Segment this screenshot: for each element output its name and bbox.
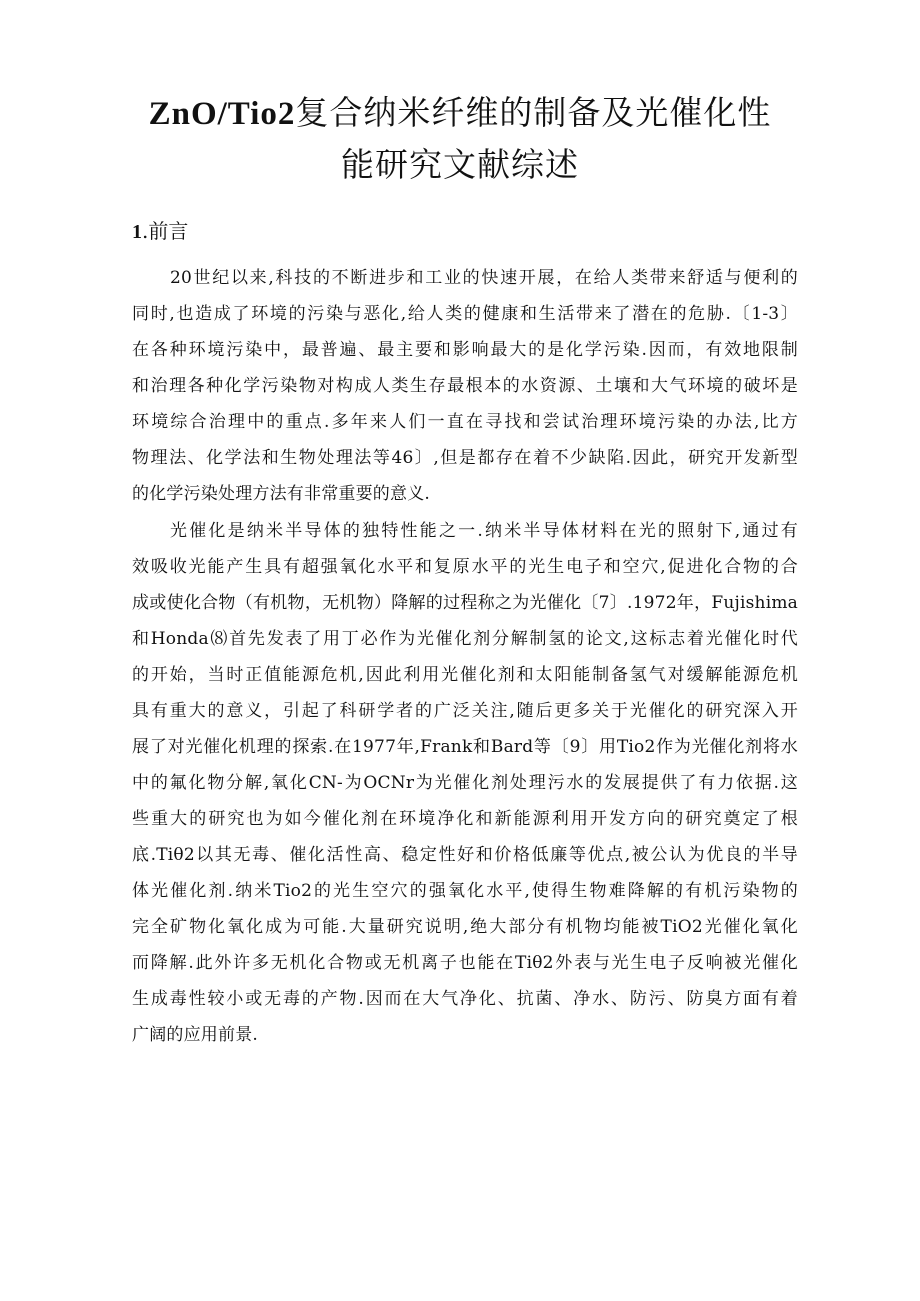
paragraph-line: 展了对光催化机理的探索.在1977年,Frank和Bard等〔9〕用Tio2作为光催化剂将水 xyxy=(132,737,798,757)
section-heading xyxy=(132,216,188,247)
paragraph-line: 广阔的应用前景. xyxy=(132,1025,259,1045)
paragraph-line: 环境综合治理中的重点.多年来人们一直在寻找和尝试治理环境污染的办法,比方 xyxy=(132,412,798,432)
paragraph-line: 物理法、化学法和生物处理法等46〕,但是都存在着不少缺陷.因此，研究开发新型 xyxy=(132,448,798,468)
paragraph-1 xyxy=(132,260,798,512)
title-cjk-part: 复合纳米纤维的制备及光催化性 xyxy=(295,93,772,132)
paragraph-line: 完全矿物化氧化成为可能.大量研究说明,绝大部分有机物均能被TiO2光催化氧化 xyxy=(132,917,798,937)
paragraph-line: 成或使化合物（有机物，无机物）降解的过程称之为光催化〔7〕.1972年，Fujishima xyxy=(132,593,798,613)
paragraph-line: 中的氟化物分解,氧化CN-为OCNr为光催化剂处理污水的发展提供了有力依据.这 xyxy=(132,773,798,793)
document-title-line-1 xyxy=(120,88,800,139)
paragraph-line: 生成毒性较小或无毒的产物.因而在大气净化、抗菌、净水、防污、防臭方面有着 xyxy=(132,989,798,1009)
paragraph-line: 而降解.此外许多无机化合物或无机离子也能在Tiθ2外表与光生电子反响被光催化 xyxy=(132,953,798,973)
paragraph-line: 体光催化剂.纳米Tio2的光生空穴的强氧化水平,使得生物难降解的有机污染物的 xyxy=(132,881,798,901)
paragraph-line: 底.Tiθ2以其无毒、催化活性高、稳定性好和价格低廉等优点,被公认为优良的半导 xyxy=(132,845,798,865)
paragraph-line: 20世纪以来,科技的不断进步和工业的快速开展，在给人类带来舒适与便利的 xyxy=(170,268,798,288)
paragraph-line: 光催化是纳米半导体的独特性能之一.纳米半导体材料在光的照射下,通过有 xyxy=(170,521,798,541)
paragraph-line: 具有重大的意义，引起了科研学者的广泛关注,随后更多关于光催化的研究深入开 xyxy=(132,701,798,721)
paragraph-2 xyxy=(132,513,798,1053)
paragraph-line: 在各种环境污染中，最普遍、最主要和影响最大的是化学污染.因而，有效地限制 xyxy=(132,340,798,360)
paragraph-line: 的开始，当时正值能源危机,因此利用光催化剂和太阳能制备氢气对缓解能源危机 xyxy=(132,665,798,685)
paragraph-line: 的化学污染处理方法有非常重要的意义. xyxy=(132,484,431,504)
paragraph-line: 同时,也造成了环境的污染与恶化,给人类的健康和生活带来了潜在的危胁.〔1-3〕 xyxy=(132,304,798,324)
section-label: .前言 xyxy=(142,219,189,243)
document-title-line-2: 能研究文献综述 xyxy=(341,145,579,184)
paragraph-line: 和Honda⑻首先发表了用丁必作为光催化剂分解制氢的论文,这标志着光催化时代 xyxy=(132,629,798,649)
paragraph-line: 效吸收光能产生具有超强氧化水平和复原水平的光生电子和空穴,促进化合物的合 xyxy=(132,557,798,577)
section-number: 1 xyxy=(132,221,142,243)
title-latin-part: ZnO/Tio2 xyxy=(148,96,296,132)
paragraph-line: 些重大的研究也为如今催化剂在环境净化和新能源利用开发方向的研究奠定了根 xyxy=(132,809,798,829)
paragraph-line: 和治理各种化学污染物对构成人类生存最根本的水资源、土壤和大气环境的破坏是 xyxy=(132,376,798,396)
